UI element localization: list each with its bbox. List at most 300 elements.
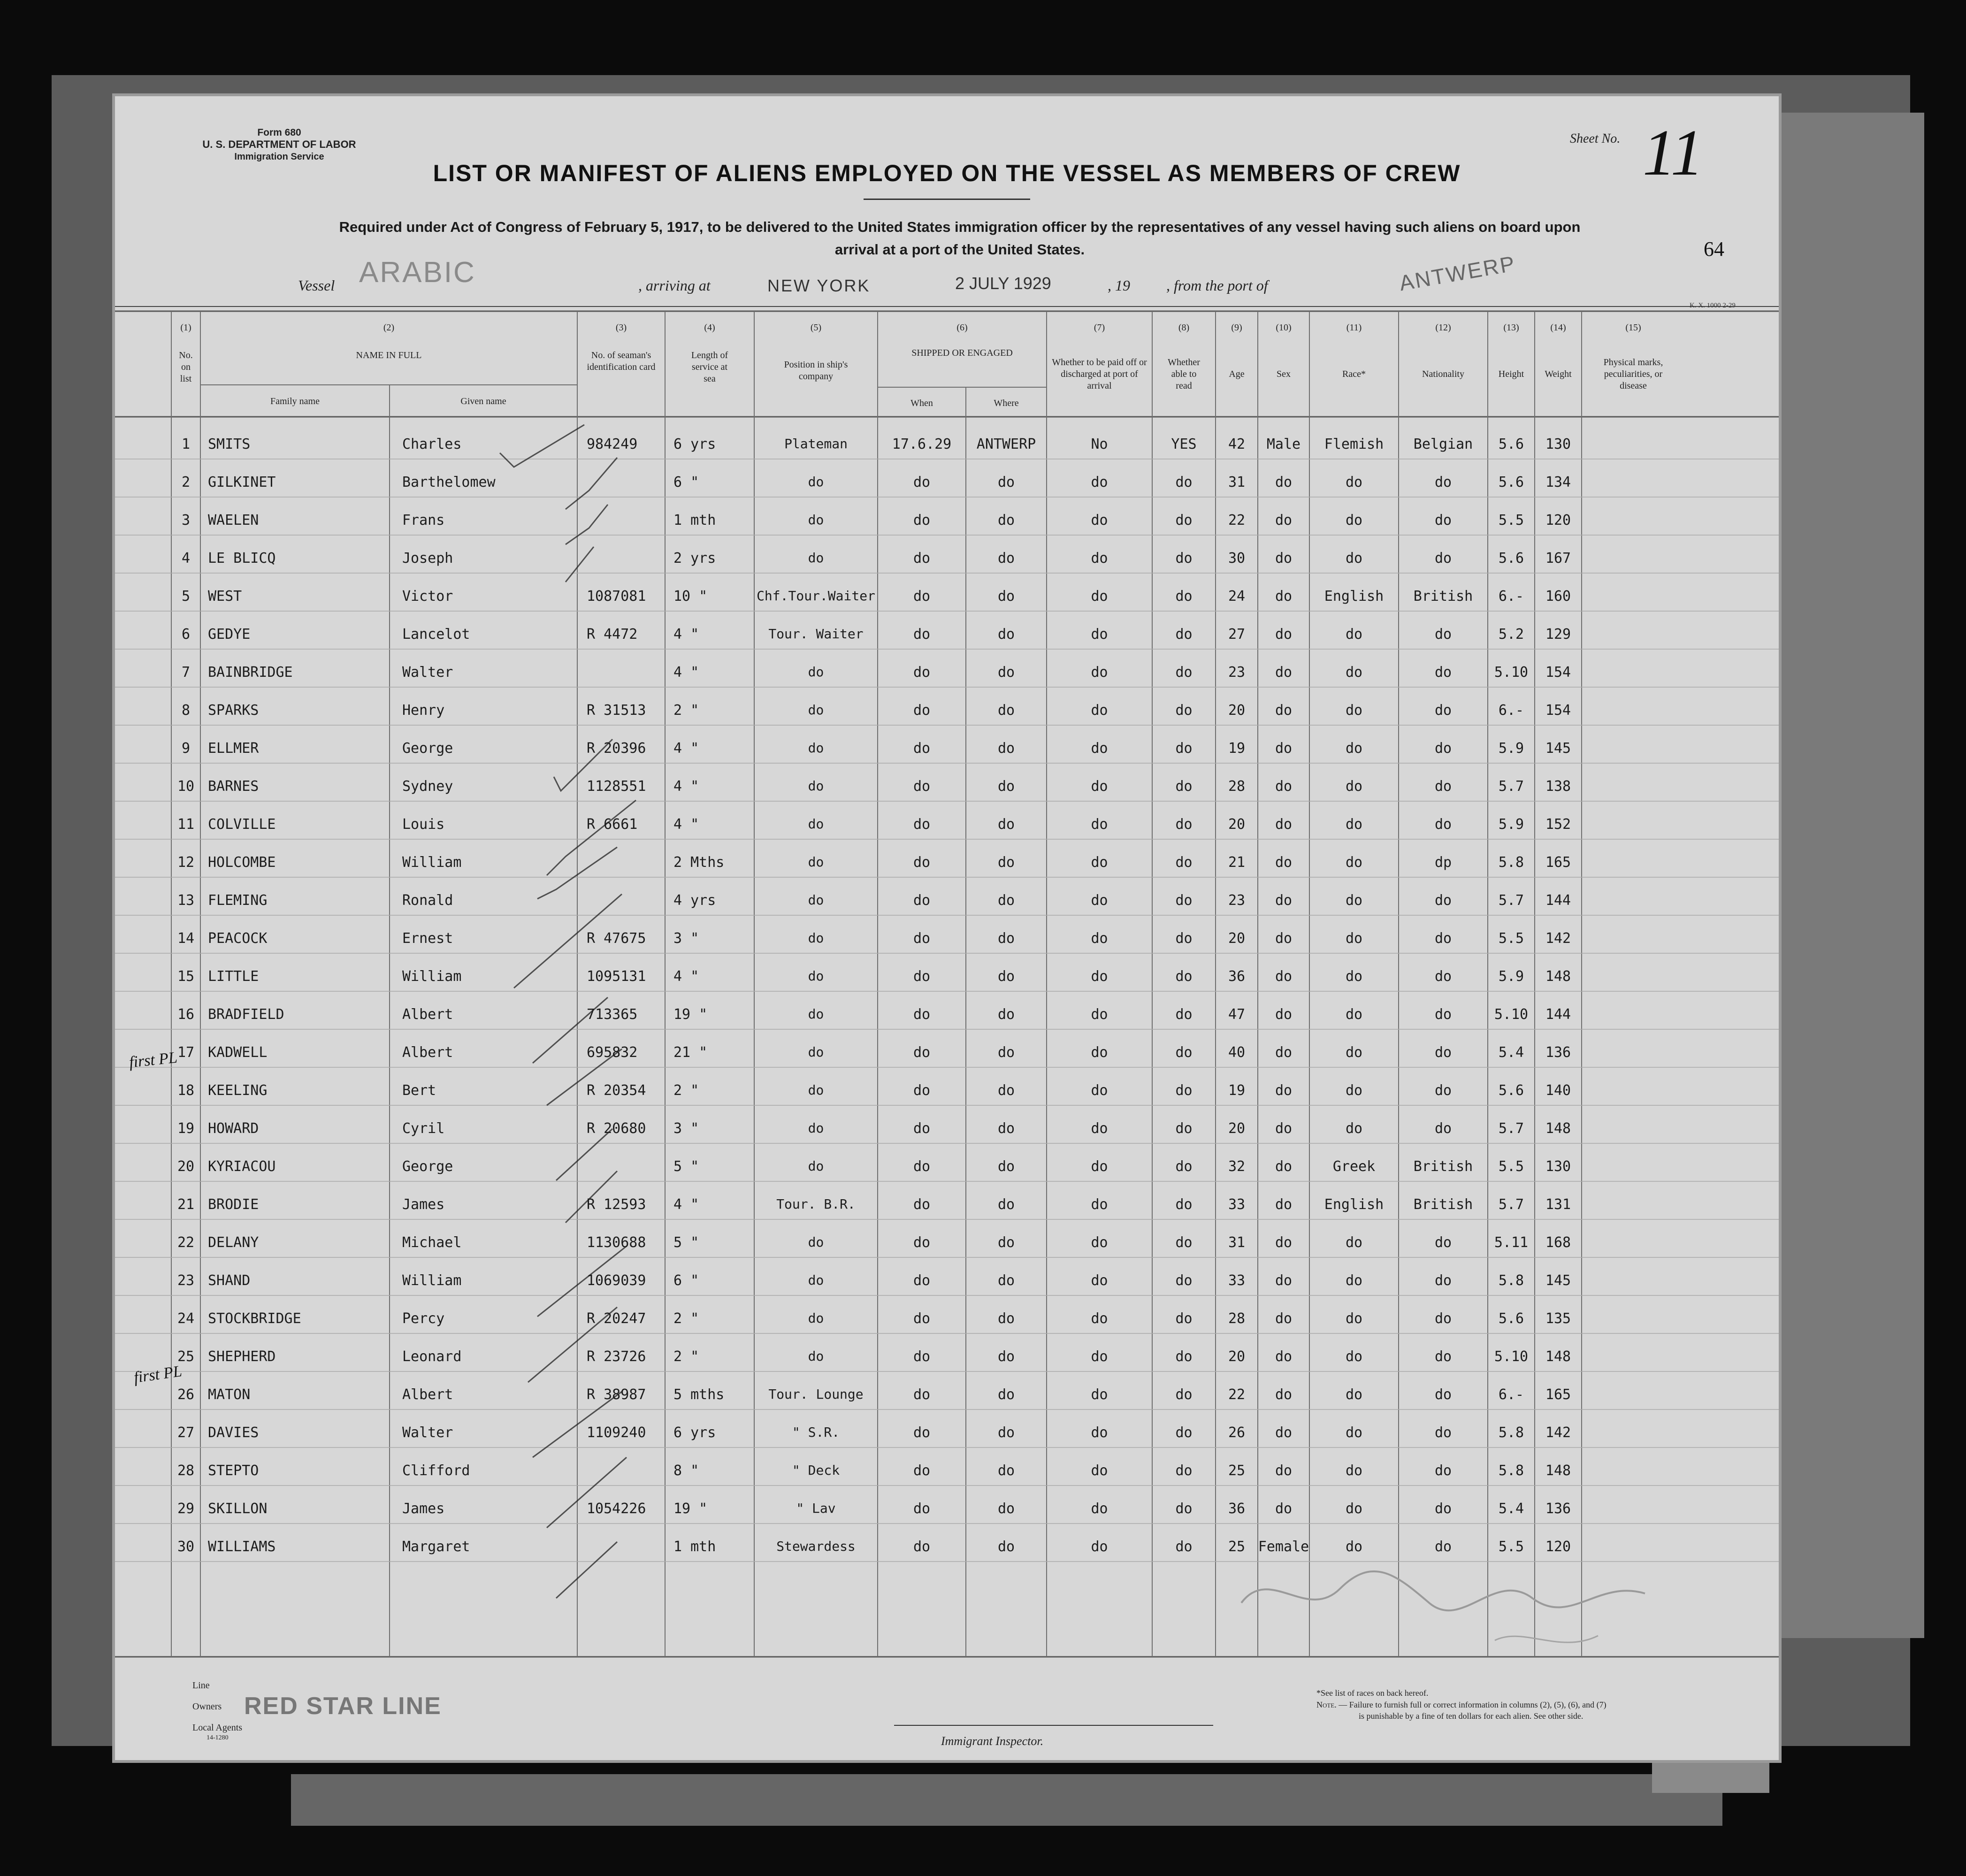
cell-position: " Lav — [796, 1501, 836, 1516]
races-note: *See list of races on back hereof. — [1316, 1688, 1429, 1698]
cell-race: do — [1345, 1501, 1363, 1517]
cell-sex: do — [1275, 626, 1293, 643]
cell-height: 6.- — [1498, 1386, 1524, 1403]
cell-race: do — [1345, 1044, 1363, 1061]
cell-position: " Deck — [792, 1463, 840, 1478]
cell-no: 7 — [181, 664, 191, 681]
col-num-2: (2) — [383, 322, 395, 333]
cell-sex: do — [1275, 1196, 1293, 1213]
cell-family-name: KADWELL — [208, 1044, 268, 1061]
cell-weight: 130 — [1545, 1158, 1571, 1175]
cell-sex: do — [1275, 892, 1293, 909]
cell-able-to-read: do — [1175, 816, 1193, 833]
cell-family-name: LE BLICQ — [208, 550, 276, 567]
cell-nationality: do — [1434, 664, 1452, 681]
cell-family-name: KEELING — [208, 1082, 268, 1099]
cell-age: 19 — [1228, 1082, 1246, 1099]
cell-given-name: Ernest — [402, 930, 453, 947]
cell-race: do — [1345, 474, 1363, 490]
cell-race: English — [1324, 588, 1384, 605]
cell-weight: 145 — [1545, 1272, 1571, 1289]
cell-age: 25 — [1228, 1463, 1246, 1479]
cell-sex: do — [1275, 550, 1293, 567]
cell-able-to-read: do — [1175, 892, 1193, 909]
cell-no: 8 — [181, 702, 191, 719]
cell-shipped-where: do — [997, 1424, 1015, 1441]
form-header — [181, 127, 378, 162]
cell-no: 16 — [177, 1006, 195, 1023]
cell-family-name: LITTLE — [208, 968, 259, 985]
cell-nationality: do — [1434, 740, 1452, 757]
cell-position: Tour. B.R. — [776, 1196, 856, 1212]
cell-paid-off: do — [1091, 1348, 1108, 1365]
cell-race: English — [1324, 1196, 1384, 1213]
cell-family-name: GILKINET — [208, 474, 276, 490]
cell-height: 5.9 — [1498, 968, 1524, 985]
cell-position: do — [808, 1348, 824, 1364]
table-row — [115, 463, 1779, 501]
cell-race: do — [1345, 968, 1363, 985]
cell-given-name: Joseph — [402, 550, 453, 567]
cell-paid-off: do — [1091, 550, 1108, 567]
cell-age: 24 — [1228, 588, 1246, 605]
cell-able-to-read: do — [1175, 968, 1193, 985]
fine-note-text1: — Failure to furnish full or correct information in columns (2), (5), (6), and (7) — [1339, 1700, 1606, 1709]
cell-weight: 130 — [1545, 436, 1571, 452]
cell-sex: do — [1275, 1082, 1293, 1099]
cell-able-to-read: do — [1175, 702, 1193, 719]
cell-given-name: Barthelomew — [402, 474, 496, 490]
cell-service-length: 2 " — [673, 1310, 699, 1327]
cell-able-to-read: do — [1175, 1082, 1193, 1099]
cell-shipped-where: do — [997, 740, 1015, 757]
cell-height: 5.8 — [1498, 1272, 1524, 1289]
cell-race: do — [1345, 892, 1363, 909]
cell-race: do — [1345, 854, 1363, 871]
cell-service-length: 8 " — [673, 1463, 699, 1479]
cell-position: do — [808, 740, 824, 756]
cell-height: 5.5 — [1498, 1539, 1524, 1555]
cell-paid-off: do — [1091, 1006, 1108, 1023]
cell-weight: 134 — [1545, 474, 1571, 490]
table-row — [115, 691, 1779, 729]
cell-age: 23 — [1228, 892, 1246, 909]
cell-nationality: do — [1434, 1348, 1452, 1365]
cell-paid-off: do — [1091, 588, 1108, 605]
col-num-11: (11) — [1346, 322, 1362, 333]
year-label: , 19 — [1108, 277, 1130, 294]
cell-paid-off: do — [1091, 1463, 1108, 1479]
cell-service-length: 4 " — [673, 816, 699, 833]
col-head-7: Whether to be paid off or discharged at port of arrival — [1052, 357, 1147, 391]
cell-paid-off: do — [1091, 1272, 1108, 1289]
cell-nationality: do — [1434, 930, 1452, 947]
department-name: U. S. DEPARTMENT OF LABOR — [202, 138, 356, 151]
cell-nationality: Belgian — [1413, 436, 1473, 452]
cell-sex: do — [1275, 702, 1293, 719]
cell-age: 36 — [1228, 968, 1246, 985]
form-ref: K. X. 1000 2-29 — [1690, 302, 1736, 309]
cell-card-number: R 20354 — [587, 1082, 646, 1099]
cell-able-to-read: do — [1175, 588, 1193, 605]
cell-given-name: Charles — [402, 436, 462, 452]
cell-weight: 167 — [1545, 550, 1571, 567]
cell-no: 30 — [177, 1539, 195, 1555]
cell-family-name: FLEMING — [208, 892, 268, 909]
cell-service-length: 4 " — [673, 1196, 699, 1213]
cell-position: do — [808, 892, 824, 908]
cell-sex: do — [1275, 778, 1293, 795]
cell-weight: 144 — [1545, 1006, 1571, 1023]
cell-nationality: do — [1434, 1539, 1452, 1555]
cell-position: do — [808, 816, 824, 832]
cell-card-number: R 23726 — [587, 1348, 646, 1365]
cell-shipped-where: do — [997, 1158, 1015, 1175]
cell-race: do — [1345, 1272, 1363, 1289]
cell-sex: do — [1275, 930, 1293, 947]
cell-given-name: Frans — [402, 512, 445, 528]
cell-position: Tour. Lounge — [768, 1386, 864, 1402]
cell-shipped-when: do — [913, 968, 931, 985]
col-head-9: Age — [1229, 369, 1245, 379]
cell-service-length: 21 " — [673, 1044, 708, 1061]
cell-card-number: R 12593 — [587, 1196, 646, 1213]
cell-shipped-when: do — [913, 702, 931, 719]
cell-given-name: Cyril — [402, 1120, 445, 1137]
col-num-13: (13) — [1503, 322, 1519, 333]
cell-able-to-read: do — [1175, 1310, 1193, 1327]
cell-given-name: Walter — [402, 664, 453, 681]
cell-age: 31 — [1228, 1234, 1246, 1251]
cell-card-number: R 47675 — [587, 930, 646, 947]
cell-height: 5.9 — [1498, 816, 1524, 833]
cell-height: 5.10 — [1494, 1006, 1529, 1023]
cell-service-length: 2 Mths — [673, 854, 725, 871]
col-sub-family: Family name — [270, 396, 320, 406]
cell-height: 5.4 — [1498, 1044, 1524, 1061]
arrival-date-stamp: 2 JULY 1929 — [955, 274, 1051, 293]
cell-race: do — [1345, 816, 1363, 833]
cell-nationality: British — [1413, 588, 1473, 605]
cell-weight: 120 — [1545, 512, 1571, 528]
cell-family-name: SMITS — [208, 436, 251, 452]
cell-card-number: R 20680 — [587, 1120, 646, 1137]
cell-nationality: do — [1434, 1463, 1452, 1479]
cell-no: 12 — [177, 854, 195, 871]
cell-service-length: 2 " — [673, 1082, 699, 1099]
cell-shipped-when: do — [913, 1158, 931, 1175]
cell-nationality: do — [1434, 1082, 1452, 1099]
cell-position: Tour. Waiter — [768, 626, 864, 642]
cell-card-number: R 38987 — [587, 1386, 646, 1403]
cell-weight: 148 — [1545, 1120, 1571, 1137]
cell-family-name: GEDYE — [208, 626, 251, 643]
cell-weight: 152 — [1545, 816, 1571, 833]
cell-paid-off: do — [1091, 1196, 1108, 1213]
table-row — [115, 1413, 1779, 1451]
cell-nationality: do — [1434, 1310, 1452, 1327]
cell-shipped-when: do — [913, 512, 931, 528]
cell-shipped-when: do — [913, 550, 931, 567]
col-num-6: (6) — [956, 322, 968, 333]
cell-shipped-when: do — [913, 1348, 931, 1365]
cell-no: 23 — [177, 1272, 195, 1289]
cell-card-number: 1054226 — [587, 1501, 646, 1517]
cell-given-name: William — [402, 968, 462, 985]
col-sub-when: When — [910, 398, 933, 408]
cell-given-name: James — [402, 1196, 445, 1213]
cell-given-name: Percy — [402, 1310, 445, 1327]
cell-nationality: do — [1434, 550, 1452, 567]
cell-shipped-where: do — [997, 1386, 1015, 1403]
cell-height: 6.- — [1498, 702, 1524, 719]
cell-given-name: Victor — [402, 588, 453, 605]
cell-shipped-where: do — [997, 1196, 1015, 1213]
cell-position: do — [808, 1120, 824, 1136]
cell-card-number: 695832 — [587, 1044, 638, 1061]
margin-note-row-25: first PL — [132, 1363, 183, 1386]
cell-sex: do — [1275, 1158, 1293, 1175]
cell-family-name: WAELEN — [208, 512, 259, 528]
cell-nationality: do — [1434, 1120, 1452, 1137]
cell-given-name: Margaret — [402, 1539, 470, 1555]
table-row — [115, 577, 1779, 615]
cell-sex: do — [1275, 816, 1293, 833]
col-num-3: (3) — [615, 322, 627, 333]
cell-given-name: Walter — [402, 1424, 453, 1441]
cell-no: 10 — [177, 778, 195, 795]
cell-nationality: do — [1434, 1234, 1452, 1251]
cell-no: 14 — [177, 930, 195, 947]
col-head-8: Whether able to read — [1168, 357, 1200, 391]
cell-age: 22 — [1228, 1386, 1246, 1403]
cell-service-length: 10 " — [673, 588, 708, 605]
cell-height: 5.5 — [1498, 1158, 1524, 1175]
fine-note-text2: is punishable by a fine of ten dollars for each alien. See other side. — [1359, 1711, 1584, 1721]
cell-card-number: 713365 — [587, 1006, 638, 1023]
cell-height: 5.2 — [1498, 626, 1524, 643]
title-underline — [864, 199, 1030, 200]
cell-position: do — [808, 474, 824, 490]
cell-race: do — [1345, 512, 1363, 528]
cell-sex: Female — [1258, 1539, 1309, 1555]
cell-shipped-where: do — [997, 1463, 1015, 1479]
cell-weight: 129 — [1545, 626, 1571, 643]
cell-able-to-read: do — [1175, 1424, 1193, 1441]
cell-position: do — [808, 968, 824, 984]
cell-position: Chf.Tour.Waiter — [757, 588, 875, 604]
cell-given-name: George — [402, 740, 453, 757]
cell-age: 26 — [1228, 1424, 1246, 1441]
cell-nationality: do — [1434, 702, 1452, 719]
col-head-3: No. of seaman's identification card — [587, 350, 656, 372]
col-sub-given: Given name — [460, 396, 506, 406]
col-num-4: (4) — [704, 322, 715, 333]
cell-shipped-where: do — [997, 854, 1015, 871]
cell-position: do — [808, 1272, 824, 1288]
cell-paid-off: do — [1091, 854, 1108, 871]
backing-sheet-bottom — [291, 1774, 1722, 1826]
cell-given-name: William — [402, 854, 462, 871]
cell-card-number: 1128551 — [587, 778, 646, 795]
cell-position: Stewardess — [776, 1539, 856, 1554]
cell-age: 21 — [1228, 854, 1246, 871]
cell-service-length: 5 " — [673, 1158, 699, 1175]
col-num-8: (8) — [1178, 322, 1190, 333]
subtitle-line1: Required under Act of Congress of February 5, 1917, to be delivered to the United States immigration officer by the representatives of any vessel having such aliens on board upon — [339, 219, 1581, 235]
cell-height: 5.7 — [1498, 1120, 1524, 1137]
cell-shipped-when: do — [913, 1501, 931, 1517]
cell-shipped-where: do — [997, 1539, 1015, 1555]
vessel-name-stamp: ARABIC — [359, 256, 476, 289]
table-row — [115, 1223, 1779, 1261]
cell-paid-off: do — [1091, 930, 1108, 947]
cell-family-name: SPARKS — [208, 702, 259, 719]
footer-line-label: Line — [192, 1680, 210, 1691]
cell-paid-off: do — [1091, 892, 1108, 909]
arrival-port-stamp: NEW YORK — [767, 276, 871, 295]
cell-position: do — [808, 512, 824, 528]
page-title: LIST OR MANIFEST OF ALIENS EMPLOYED ON THE VESSEL AS MEMBERS OF CREW — [433, 160, 1461, 186]
cell-position: do — [808, 550, 824, 566]
cell-given-name: Albert — [402, 1006, 453, 1023]
cell-shipped-where: do — [997, 816, 1015, 833]
cell-given-name: Bert — [402, 1082, 436, 1099]
cell-position: Plateman — [784, 436, 848, 452]
cell-race: do — [1345, 1424, 1363, 1441]
table-row — [115, 843, 1779, 881]
cell-weight: 140 — [1545, 1082, 1571, 1099]
table-row — [115, 1071, 1779, 1109]
cell-able-to-read: do — [1175, 626, 1193, 643]
cell-weight: 165 — [1545, 854, 1571, 871]
cell-age: 36 — [1228, 1501, 1246, 1517]
col-head-4: Length of service at sea — [691, 350, 728, 384]
cell-family-name: KYRIACOU — [208, 1158, 276, 1175]
cell-service-length: 4 " — [673, 778, 699, 795]
cell-nationality: do — [1434, 1501, 1452, 1517]
cell-age: 31 — [1228, 474, 1246, 490]
cell-shipped-when: do — [913, 854, 931, 871]
cell-sex: do — [1275, 740, 1293, 757]
cell-weight: 148 — [1545, 1348, 1571, 1365]
cell-race: do — [1345, 1120, 1363, 1137]
table-row — [115, 615, 1779, 653]
margin-note-row-17: first PL — [128, 1049, 178, 1072]
cell-shipped-when: do — [913, 1082, 931, 1099]
cell-able-to-read: do — [1175, 512, 1193, 528]
cell-family-name: SHEPHERD — [208, 1348, 276, 1365]
cell-card-number: 984249 — [587, 436, 638, 452]
col-head-10: Sex — [1277, 369, 1291, 379]
vessel-line-rule — [115, 306, 1779, 307]
cell-family-name: STOCKBRIDGE — [208, 1310, 301, 1327]
cell-paid-off: do — [1091, 512, 1108, 528]
cell-nationality: do — [1434, 1386, 1452, 1403]
table-row — [115, 653, 1779, 691]
cell-position: do — [808, 1234, 824, 1250]
form-number: Form 680 — [257, 127, 301, 138]
cell-weight: 142 — [1545, 1424, 1571, 1441]
cell-family-name: BARNES — [208, 778, 259, 795]
manifest-page — [115, 96, 1779, 1760]
cell-given-name: Clifford — [402, 1463, 470, 1479]
cell-family-name: COLVILLE — [208, 816, 276, 833]
cell-sex: do — [1275, 1501, 1293, 1517]
cell-no: 24 — [177, 1310, 195, 1327]
cell-height: 6.- — [1498, 588, 1524, 605]
cell-no: 27 — [177, 1424, 195, 1441]
cell-no: 4 — [181, 550, 191, 567]
cell-shipped-where: do — [997, 1120, 1015, 1137]
cell-given-name: James — [402, 1501, 445, 1517]
cell-able-to-read: do — [1175, 1158, 1193, 1175]
cell-height: 5.9 — [1498, 740, 1524, 757]
cell-height: 5.7 — [1498, 778, 1524, 795]
cell-paid-off: do — [1091, 664, 1108, 681]
cell-height: 5.5 — [1498, 512, 1524, 528]
cell-shipped-where: do — [997, 930, 1015, 947]
cell-race: do — [1345, 1082, 1363, 1099]
cell-weight: 136 — [1545, 1501, 1571, 1517]
cell-shipped-where: do — [997, 550, 1015, 567]
cell-shipped-when: do — [913, 1463, 931, 1479]
cell-card-number: 1069039 — [587, 1272, 646, 1289]
cell-shipped-when: do — [913, 1120, 931, 1137]
subtitle — [209, 216, 1711, 261]
cell-weight: 148 — [1545, 968, 1571, 985]
cell-able-to-read: do — [1175, 854, 1193, 871]
cell-paid-off: do — [1091, 778, 1108, 795]
cell-shipped-where: do — [997, 1082, 1015, 1099]
cell-sex: do — [1275, 474, 1293, 490]
cell-paid-off: do — [1091, 474, 1108, 490]
cell-sex: do — [1275, 1044, 1293, 1061]
cell-shipped-where: ANTWERP — [976, 436, 1036, 452]
cell-sex: do — [1275, 1272, 1293, 1289]
cell-sex: do — [1275, 1386, 1293, 1403]
cell-shipped-where: do — [997, 626, 1015, 643]
cell-no: 18 — [177, 1082, 195, 1099]
table-row — [115, 1261, 1779, 1299]
cell-card-number: 1130688 — [587, 1234, 646, 1251]
cell-sex: do — [1275, 1348, 1293, 1365]
table-row — [115, 767, 1779, 805]
cell-position: do — [808, 1006, 824, 1022]
cell-able-to-read: do — [1175, 474, 1193, 490]
cell-position: do — [808, 1310, 824, 1326]
sheet-number: 11 — [1643, 116, 1704, 189]
cell-shipped-when: do — [913, 588, 931, 605]
col-num-1: (1) — [180, 322, 191, 333]
cell-shipped-where: do — [997, 1272, 1015, 1289]
cell-race: Flemish — [1324, 436, 1384, 452]
cell-race: do — [1345, 930, 1363, 947]
cell-age: 28 — [1228, 1310, 1246, 1327]
col-num-5: (5) — [810, 322, 822, 333]
cell-able-to-read: do — [1175, 1348, 1193, 1365]
cell-age: 28 — [1228, 778, 1246, 795]
cell-service-length: 19 " — [673, 1501, 708, 1517]
cell-height: 5.8 — [1498, 1424, 1524, 1441]
cell-no: 13 — [177, 892, 195, 909]
cell-no: 6 — [181, 626, 191, 643]
cell-service-length: 4 " — [673, 664, 699, 681]
cell-sex: do — [1275, 854, 1293, 871]
cell-race: do — [1345, 1463, 1363, 1479]
cell-height: 5.10 — [1494, 664, 1529, 681]
cell-shipped-where: do — [997, 588, 1015, 605]
